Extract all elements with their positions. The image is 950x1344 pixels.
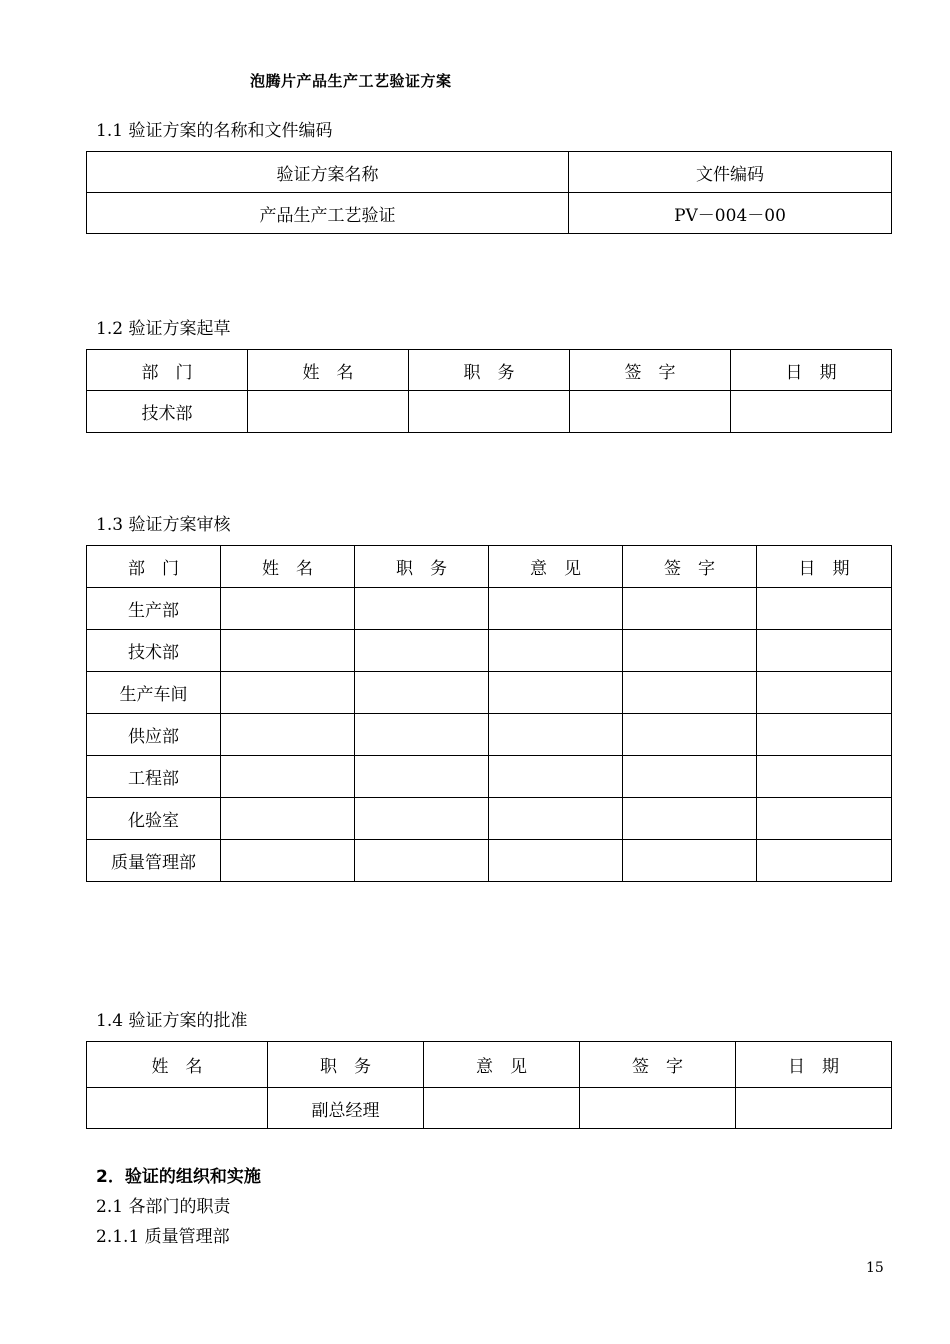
header-cell: 意 见 xyxy=(424,1042,580,1088)
table-cell xyxy=(489,840,623,882)
table-cell xyxy=(355,798,489,840)
table-row xyxy=(87,756,892,798)
table-row xyxy=(87,714,892,756)
table-cell xyxy=(489,630,623,672)
header-cell: 部 门 xyxy=(87,350,248,391)
table-cell xyxy=(570,391,731,433)
section-1-2-heading: 1.2 验证方案起草 xyxy=(96,319,231,339)
table-cell xyxy=(248,391,409,433)
table-header-row xyxy=(87,1042,892,1088)
table-row xyxy=(87,391,892,433)
header-cell: 意 见 xyxy=(489,546,623,588)
table-cell: 供应部 xyxy=(87,714,221,756)
table-cell xyxy=(757,630,892,672)
table-cell xyxy=(221,630,355,672)
table-cell xyxy=(221,588,355,630)
table-approval xyxy=(86,1041,892,1129)
table-row xyxy=(87,193,892,234)
header-cell: 姓 名 xyxy=(248,350,409,391)
table-cell xyxy=(221,672,355,714)
table-cell xyxy=(489,798,623,840)
table-header-row xyxy=(87,152,892,193)
header-cell: 签 字 xyxy=(570,350,731,391)
header-cell: 姓 名 xyxy=(221,546,355,588)
header-cell: 签 字 xyxy=(623,546,757,588)
table-cell xyxy=(355,588,489,630)
header-cell: 职 务 xyxy=(355,546,489,588)
table-cell xyxy=(355,840,489,882)
table-cell: 生产部 xyxy=(87,588,221,630)
header-cell: 日 期 xyxy=(757,546,892,588)
table-cell xyxy=(221,798,355,840)
header-cell: 文件编码 xyxy=(569,152,892,193)
table-cell xyxy=(757,588,892,630)
table-cell xyxy=(409,391,570,433)
table-cell: 生产车间 xyxy=(87,672,221,714)
table-row xyxy=(87,798,892,840)
header-cell: 职 务 xyxy=(268,1042,424,1088)
table-cell xyxy=(221,714,355,756)
page-number: 15 xyxy=(866,1260,884,1276)
table-cell xyxy=(757,798,892,840)
section-2-1-1-heading: 2.1.1 质量管理部 xyxy=(96,1227,230,1247)
table-cell xyxy=(355,756,489,798)
section-1-1-heading: 1.1 验证方案的名称和文件编码 xyxy=(96,121,333,141)
table-cell xyxy=(623,714,757,756)
table-cell xyxy=(489,714,623,756)
table-cell xyxy=(757,672,892,714)
table-cell xyxy=(489,756,623,798)
header-cell: 日 期 xyxy=(731,350,892,391)
section-2-heading: 2．验证的组织和实施 xyxy=(96,1167,261,1187)
table-cell xyxy=(623,630,757,672)
table-cell xyxy=(757,840,892,882)
table-cell: PV－004－00 xyxy=(569,193,892,234)
table-cell: 产品生产工艺验证 xyxy=(87,193,569,234)
table-cell xyxy=(757,714,892,756)
table-header-row xyxy=(87,546,892,588)
header-cell: 姓 名 xyxy=(87,1042,268,1088)
document-title: 泡腾片产品生产工艺验证方案 xyxy=(250,72,452,90)
table-cell xyxy=(355,714,489,756)
table-cell: 工程部 xyxy=(87,756,221,798)
table-cell xyxy=(580,1088,736,1129)
table-row xyxy=(87,1088,892,1129)
table-row xyxy=(87,672,892,714)
table-cell xyxy=(87,1088,268,1129)
table-drafting xyxy=(86,349,892,433)
table-cell: 技术部 xyxy=(87,630,221,672)
header-cell: 签 字 xyxy=(580,1042,736,1088)
table-cell xyxy=(736,1088,892,1129)
header-cell: 验证方案名称 xyxy=(87,152,569,193)
header-cell: 部 门 xyxy=(87,546,221,588)
section-2-1-heading: 2.1 各部门的职责 xyxy=(96,1197,231,1217)
table-cell xyxy=(623,798,757,840)
table-cell xyxy=(623,840,757,882)
header-cell: 日 期 xyxy=(736,1042,892,1088)
section-1-3-heading: 1.3 验证方案审核 xyxy=(96,515,231,535)
table-cell xyxy=(489,588,623,630)
table-cell xyxy=(623,588,757,630)
table-row xyxy=(87,840,892,882)
table-cell xyxy=(355,672,489,714)
table-cell xyxy=(623,756,757,798)
table-row xyxy=(87,588,892,630)
table-cell: 副总经理 xyxy=(268,1088,424,1129)
table-cell xyxy=(424,1088,580,1129)
table-header-row xyxy=(87,350,892,391)
header-cell: 职 务 xyxy=(409,350,570,391)
table-cell xyxy=(757,756,892,798)
table-review xyxy=(86,545,892,882)
table-cell xyxy=(221,756,355,798)
table-row xyxy=(87,630,892,672)
table-cell xyxy=(731,391,892,433)
table-cell xyxy=(489,672,623,714)
table-name-and-code xyxy=(86,151,892,234)
table-cell xyxy=(355,630,489,672)
section-1-4-heading: 1.4 验证方案的批准 xyxy=(96,1011,248,1031)
table-cell: 技术部 xyxy=(87,391,248,433)
table-cell xyxy=(221,840,355,882)
table-cell: 化验室 xyxy=(87,798,221,840)
table-cell: 质量管理部 xyxy=(87,840,221,882)
table-cell xyxy=(623,672,757,714)
